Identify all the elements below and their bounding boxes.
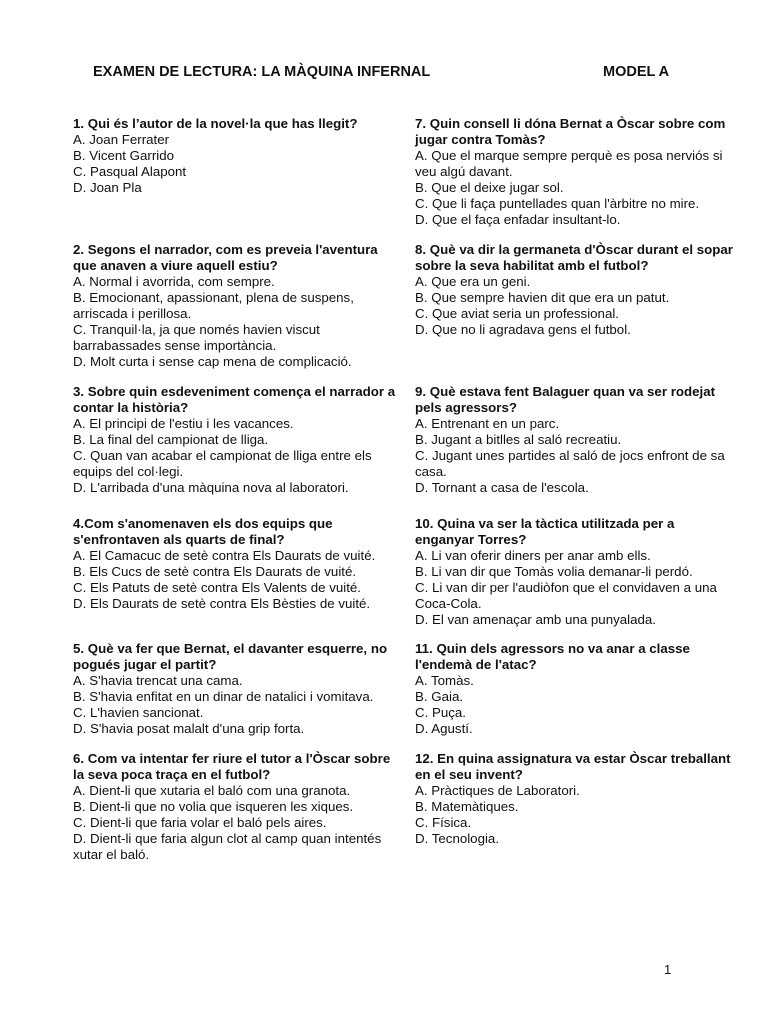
question-text: 9. Què estava fent Balaguer quan va ser rodejat pels agressors? xyxy=(415,384,716,415)
option-b: B. La final del campionat de lliga. xyxy=(73,432,269,447)
question-text: 11. Quin dels agressors no va anar a classe l'endemà de l'atac? xyxy=(415,641,690,672)
question-text: 3. Sobre quin esdeveniment comença el narrador a contar la història? xyxy=(73,384,396,415)
option-c: C. Quan van acabar el campionat de lliga entre els equips del col·legi. xyxy=(73,448,372,479)
option-c: C. Dient-li que faria volar el baló pels aires. xyxy=(73,815,327,830)
exam-header xyxy=(0,64,768,84)
question-8 xyxy=(415,242,733,338)
option-d: D. Dient-li que faria algun clot al camp quan intentés xutar el baló. xyxy=(73,831,382,862)
option-d: D. Tornant a casa de l'escola. xyxy=(415,480,589,495)
option-d: D. Joan Pla xyxy=(73,180,142,195)
option-b: B. Els Cucs de setè contra Els Daurats de vuité. xyxy=(73,564,357,579)
question-9 xyxy=(415,384,733,496)
question-text: 1. Qui és l’autor de la novel·la que has llegit? xyxy=(73,116,358,131)
option-c: C. Tranquil·la, ja que només havien viscut barrabassades sense importància. xyxy=(73,322,320,353)
question-3 xyxy=(73,384,403,496)
question-7 xyxy=(415,116,733,228)
option-b: B. S'havia enfitat en un dinar de natalici i vomitava. xyxy=(73,689,374,704)
question-text: 10. Quina va ser la tàctica utilitzada per a enganyar Torres? xyxy=(415,516,675,547)
question-10 xyxy=(415,516,733,628)
option-a: A. Tomàs. xyxy=(415,673,474,688)
option-a: A. El principi de l'estiu i les vacances. xyxy=(73,416,294,431)
option-d: D. L'arribada d'una màquina nova al laboratori. xyxy=(73,480,349,495)
option-a: A. El Camacuc de setè contra Els Daurats de vuité. xyxy=(73,548,376,563)
option-a: A. Li van oferir diners per anar amb ells. xyxy=(415,548,651,563)
question-1 xyxy=(73,116,403,196)
option-b: B. Li van dir que Tomàs volia demanar-li perdó. xyxy=(415,564,693,579)
option-a: A. Entrenant en un parc. xyxy=(415,416,560,431)
option-c: C. Física. xyxy=(415,815,472,830)
option-d: D. Agustí. xyxy=(415,721,473,736)
option-a: A. S'havia trencat una cama. xyxy=(73,673,243,688)
question-11 xyxy=(415,641,733,737)
option-a: A. Joan Ferrater xyxy=(73,132,170,147)
question-text: 12. En quina assignatura va estar Òscar treballant en el seu invent? xyxy=(415,751,731,782)
option-a: A. Que era un geni. xyxy=(415,274,531,289)
question-5 xyxy=(73,641,403,737)
option-b: B. Jugant a bitlles al saló recreatiu. xyxy=(415,432,622,447)
exam-title: EXAMEN DE LECTURA: LA MÀQUINA INFERNAL xyxy=(93,64,431,80)
option-a: A. Dient-li que xutaria el baló com una granota. xyxy=(73,783,351,798)
question-text: 8. Què va dir la germaneta d'Òscar durant el sopar sobre la seva habilitat amb el futbol? xyxy=(415,242,733,273)
option-d: D. El van amenaçar amb una punyalada. xyxy=(415,612,656,627)
option-b: B. Matemàtiques. xyxy=(415,799,519,814)
option-c: C. Jugant unes partides al saló de jocs enfront de sa casa. xyxy=(415,448,725,479)
option-b: B. Gaia. xyxy=(415,689,464,704)
question-text: 7. Quin consell li dóna Bernat a Òscar sobre com jugar contra Tomàs? xyxy=(415,116,726,147)
option-c: C. Li van dir per l'audiòfon que el convidaven a una Coca-Cola. xyxy=(415,580,717,611)
option-b: B. Vicent Garrido xyxy=(73,148,175,163)
option-b: B. Dient-li que no volia que isqueren les xiques. xyxy=(73,799,354,814)
option-d: D. Que no li agradava gens el futbol. xyxy=(415,322,631,337)
question-6 xyxy=(73,751,403,863)
option-b: B. Que sempre havien dit que era un patut. xyxy=(415,290,670,305)
question-2 xyxy=(73,242,403,370)
exam-model: MODEL A xyxy=(603,64,670,80)
question-12 xyxy=(415,751,733,847)
question-text: 4.Com s'anomenaven els dos equips que s'enfrontaven als quarts de final? xyxy=(73,516,333,547)
option-a: A. Que el marque sempre perquè es posa nerviós si veu algú davant. xyxy=(415,148,723,179)
page-number: 1 xyxy=(664,962,672,977)
option-d: D. Tecnologia. xyxy=(415,831,500,846)
option-c: C. Els Patuts de setè contra Els Valents de vuité. xyxy=(73,580,361,595)
option-d: D. Molt curta i sense cap mena de complicació. xyxy=(73,354,352,369)
question-text: 5. Què va fer que Bernat, el davanter esquerre, no pogués jugar el partit? xyxy=(73,641,388,672)
option-d: D. Que el faça enfadar insultant-lo. xyxy=(415,212,621,227)
option-d: D. S'havia posat malalt d'una grip forta. xyxy=(73,721,305,736)
option-d: D. Els Daurats de setè contra Els Bèsties de vuité. xyxy=(73,596,371,611)
option-b: B. Que el deixe jugar sol. xyxy=(415,180,564,195)
option-c: C. Que li faça puntellades quan l'àrbitre no mire. xyxy=(415,196,700,211)
option-a: A. Normal i avorrida, com sempre. xyxy=(73,274,275,289)
option-c: C. L'havien sancionat. xyxy=(73,705,204,720)
question-4 xyxy=(73,516,403,612)
option-c: C. Que aviat seria un professional. xyxy=(415,306,619,321)
option-c: C. Puça. xyxy=(415,705,466,720)
question-text: 2. Segons el narrador, com es preveia l'aventura que anaven a viure aquell estiu? xyxy=(73,242,378,273)
option-b: B. Emocionant, apassionant, plena de suspens, arriscada i perillosa. xyxy=(73,290,354,321)
option-a: A. Pràctiques de Laboratori. xyxy=(415,783,580,798)
question-text: 6. Com va intentar fer riure el tutor a l'Òscar sobre la seva poca traça en el futbol? xyxy=(73,751,391,782)
option-c: C. Pasqual Alapont xyxy=(73,164,187,179)
